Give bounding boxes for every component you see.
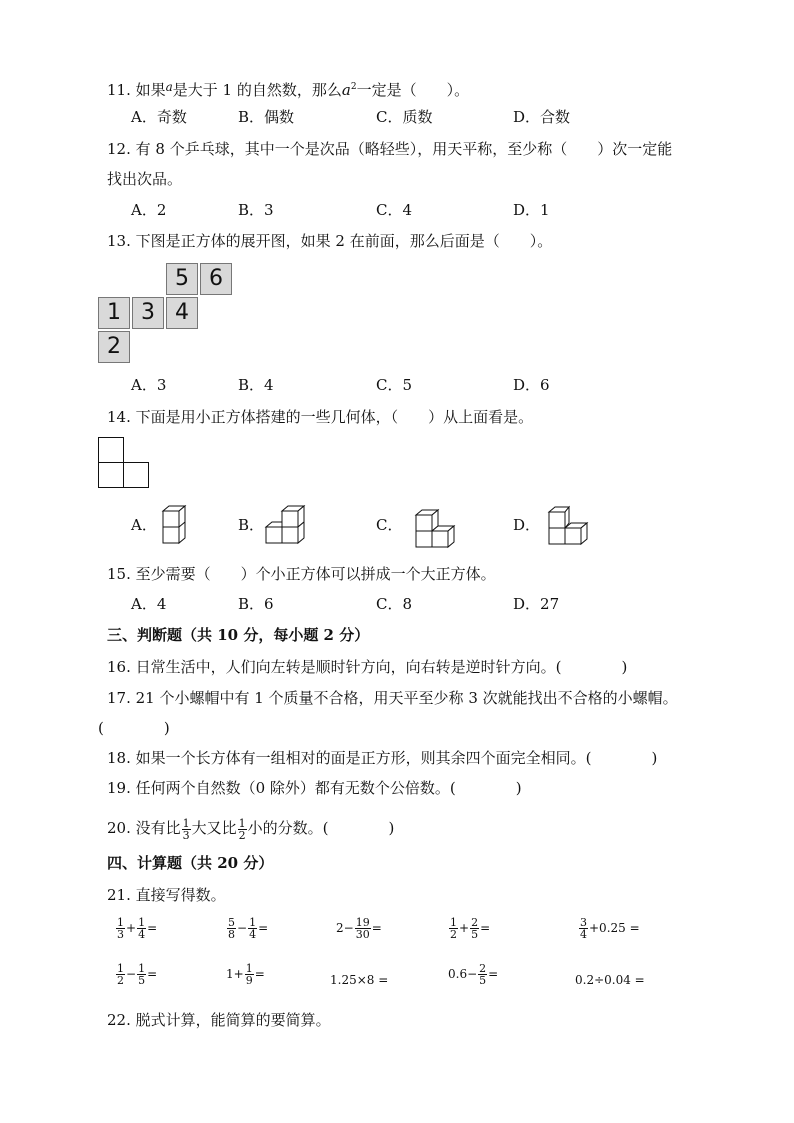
calc-1-4: $\frac{1}{2}$ + $\frac{2}{5}$ =	[450, 916, 491, 941]
q17-line1: 17. 21 个小螺帽中有 1 个质量不合格，用天平至少称 3 次就能找出不合格的小螺帽。	[107, 689, 678, 707]
q12-option-a[interactable]: A．2	[131, 201, 167, 219]
q18: 18. 如果一个长方体有一组相对的面是正方形，则其余四个面完全相同。( )	[107, 749, 658, 767]
q14-option-d-figure	[547, 505, 593, 547]
calc-1-1: $\frac{1}{3}$ + $\frac{1}{4}$ =	[117, 916, 158, 941]
q22-stem: 22. 脱式计算，能简算的要简算。	[107, 1011, 331, 1029]
q13-option-b[interactable]: B．4	[238, 376, 274, 394]
q12-option-d[interactable]: D．1	[513, 201, 550, 219]
q13-stem: 13. 下图是正方体的展开图，如果 2 在前面，那么后面是（ ）。	[107, 232, 553, 250]
q15-option-d[interactable]: D．27	[513, 595, 560, 613]
q15-stem: 15. 至少需要（ ）个小正方体可以拼成一个大正方体。	[107, 565, 496, 583]
calc-1-3: 2− $\frac{19}{30}$ =	[336, 916, 382, 941]
net-face-6: 6	[200, 263, 232, 295]
section-4-heading: 四、计算题（共 20 分）	[107, 854, 274, 872]
calc-1-5: $\frac{3}{4}$ +0.25 =	[580, 916, 640, 941]
net-face-3: 3	[132, 297, 164, 329]
q11-option-a[interactable]: A．奇数	[131, 108, 187, 126]
q15-option-a[interactable]: A．4	[131, 595, 167, 613]
calc-2-2: 1+ $\frac{1}{9}$ =	[226, 962, 265, 987]
calc-2-1: $\frac{1}{2}$ − $\frac{1}{5}$ =	[117, 962, 158, 987]
q12-option-c[interactable]: C．4	[376, 201, 413, 219]
calc-2-3: 1.25×8 =	[330, 973, 389, 987]
net-face-1: 1	[98, 297, 130, 329]
q11-option-c[interactable]: C．质数	[376, 108, 433, 126]
q11-option-b[interactable]: B．偶数	[238, 108, 295, 126]
q14-stem: 14. 下面是用小正方体搭建的一些几何体，（ ）从上面看是。	[107, 408, 534, 426]
q12-stem-line2: 找出次品。	[107, 170, 183, 188]
net-face-5: 5	[166, 263, 198, 295]
net-face-2: 2	[98, 331, 130, 363]
q14-option-b[interactable]: B．	[238, 516, 265, 534]
calc-2-5: 0.2÷0.04 =	[575, 973, 645, 987]
q14-option-a-figure	[160, 505, 192, 545]
q14-option-a[interactable]: A．	[131, 516, 157, 534]
q14-option-d[interactable]: D．	[513, 516, 541, 534]
q14-option-b-figure	[262, 503, 310, 545]
net-face-4: 4	[166, 297, 198, 329]
calc-2-4: 0.6− $\frac{2}{5}$ =	[448, 962, 499, 987]
top-view-figure	[98, 437, 150, 489]
q20: 20. 没有比 $\frac{1}{3}$ 大又比 $\frac{1}{2}$ 小的分数。( )	[107, 816, 395, 842]
q13-option-d[interactable]: D．6	[513, 376, 550, 394]
q12-stem-line1: 12. 有 8 个乒乓球，其中一个是次品（略轻些），用天平称，至少称（ ）次一定能	[107, 140, 673, 158]
q13-option-c[interactable]: C．5	[376, 376, 413, 394]
q17-answer-paren[interactable]: ( )	[98, 719, 170, 737]
q12-option-b[interactable]: B．3	[238, 201, 274, 219]
q11-stem: 11. 如果$^a$是大于 1 的自然数，那么$a^2$一定是（ ）。	[107, 80, 470, 99]
q19: 19. 任何两个自然数（0 除外）都有无数个公倍数。( )	[107, 779, 522, 797]
q16: 16. 日常生活中，人们向左转是顺时针方向，向右转是逆时针方向。( )	[107, 658, 628, 676]
section-3-heading: 三、判断题（共 10 分，每小题 2 分）	[107, 626, 370, 644]
q15-option-b[interactable]: B．6	[238, 595, 274, 613]
q21-stem: 21. 直接写得数。	[107, 886, 226, 904]
q13-option-a[interactable]: A．3	[131, 376, 167, 394]
q15-option-c[interactable]: C．8	[376, 595, 413, 613]
q14-option-c[interactable]: C．	[376, 516, 403, 534]
q11-option-d[interactable]: D．合数	[513, 108, 571, 126]
q14-option-c-figure	[412, 505, 462, 549]
calc-1-2: $\frac{5}{8}$ − $\frac{1}{4}$ =	[228, 916, 269, 941]
